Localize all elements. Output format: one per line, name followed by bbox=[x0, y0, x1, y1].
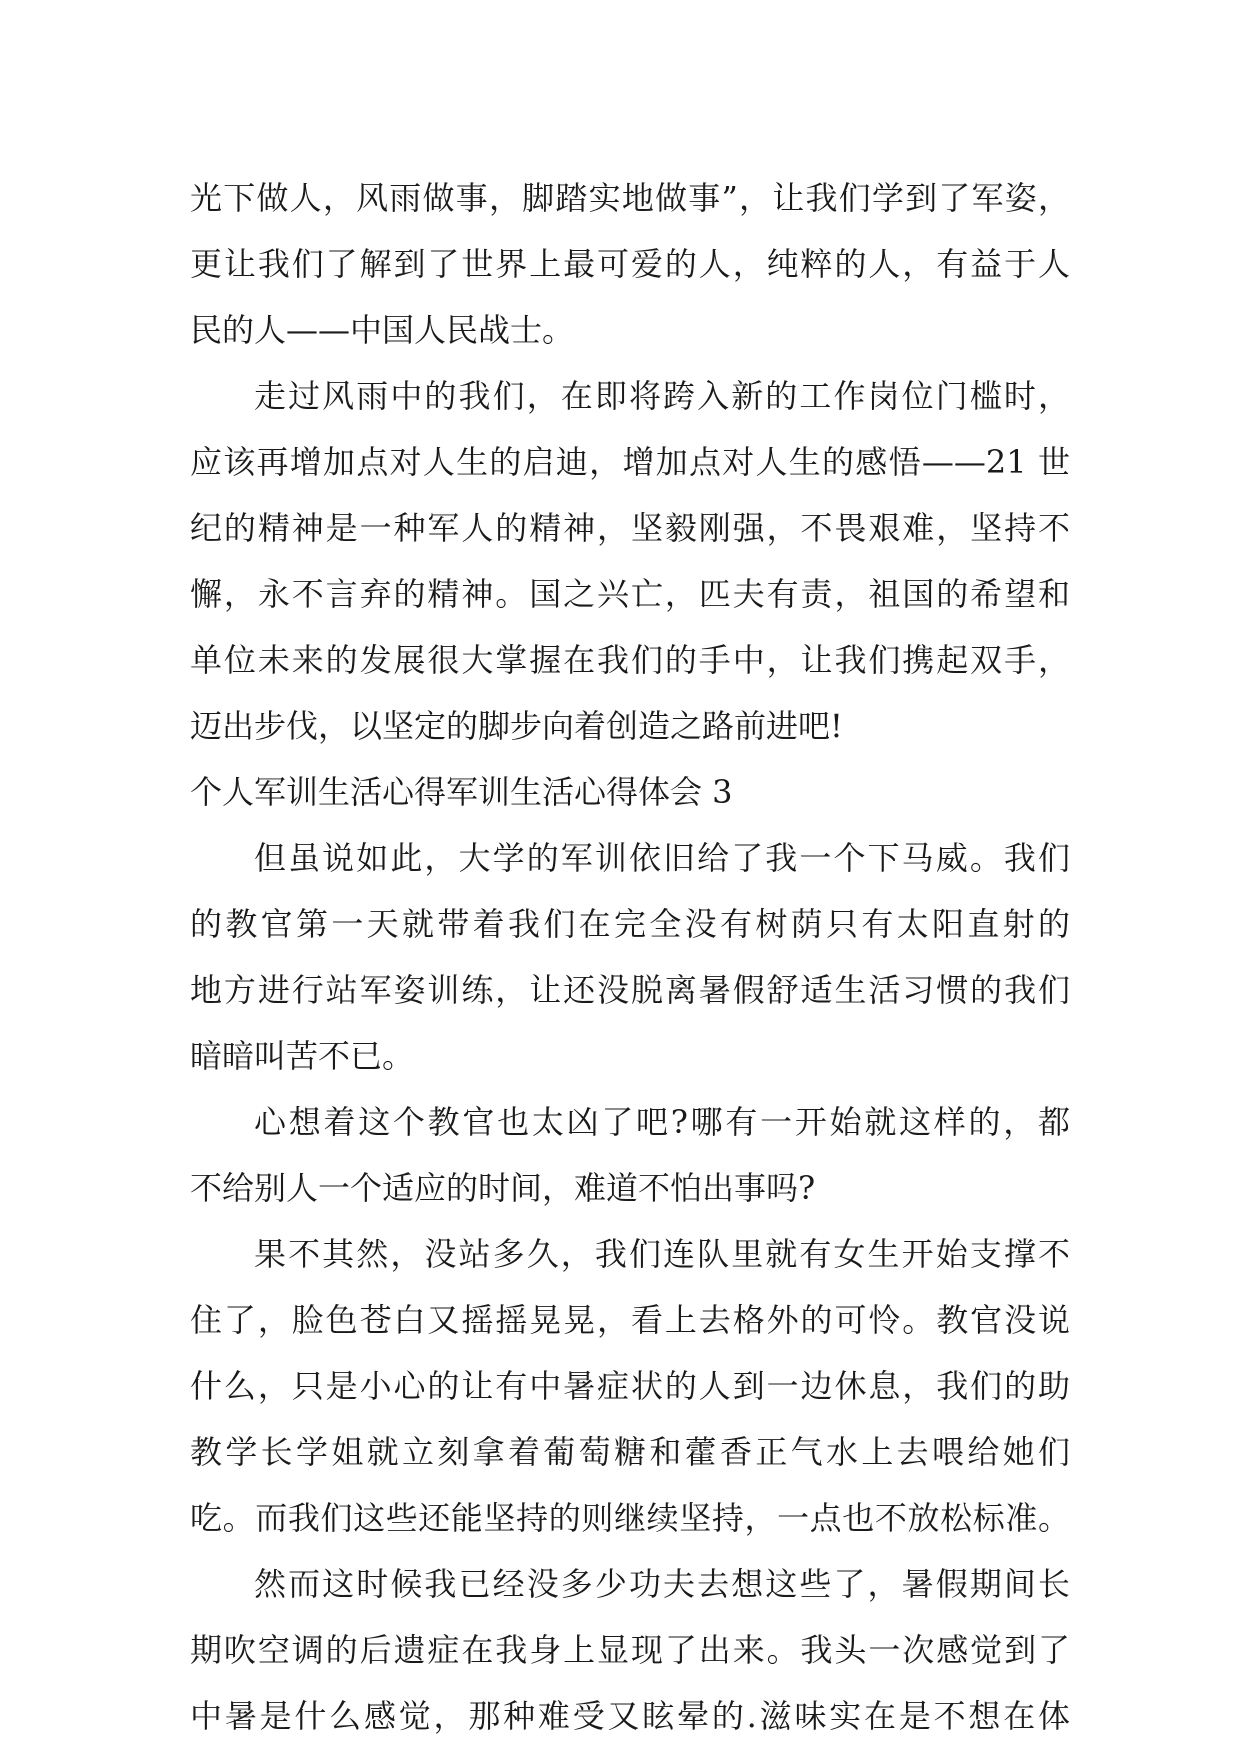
text-line: 的教官第一天就带着我们在完全没有树荫只有太阳直射的 bbox=[190, 905, 1070, 943]
text-line: 暗暗叫苦不已。 bbox=[190, 1037, 415, 1075]
text-line: 不给别人一个适应的时间，难道不怕出事吗? bbox=[190, 1169, 816, 1207]
text-line: 果不其然，没站多久，我们连队里就有女生开始支撑不 bbox=[254, 1235, 1070, 1273]
text-line: 民的人——中国人民战士。 bbox=[190, 311, 575, 349]
document-body bbox=[190, 165, 1070, 1749]
text-line: 然而这时候我已经没多少功夫去想这些了，暑假期间长 bbox=[254, 1565, 1070, 1603]
text-line: 中暑是什么感觉，那种难受又眩晕的.滋味实在是不想在体 bbox=[190, 1697, 1070, 1735]
text-line: 纪的精神是一种军人的精神，坚毅刚强，不畏艰难，坚持不 bbox=[190, 509, 1070, 547]
text-line: 教学长学姐就立刻拿着葡萄糖和藿香正气水上去喂给她们 bbox=[190, 1433, 1070, 1471]
text-line: 迈出步伐，以坚定的脚步向着创造之路前进吧! bbox=[190, 707, 843, 745]
text-line: 应该再增加点对人生的启迪，增加点对人生的感悟——21 世 bbox=[190, 443, 1070, 481]
text-line: 心想着这个教官也太凶了吧?哪有一开始就这样的，都 bbox=[254, 1103, 1070, 1141]
text-line: 什么，只是小心的让有中暑症状的人到一边休息，我们的助 bbox=[190, 1367, 1070, 1405]
text-line: 地方进行站军姿训练，让还没脱离暑假舒适生活习惯的我们 bbox=[190, 971, 1070, 1009]
section-heading: 个人军训生活心得军训生活心得体会 3 bbox=[190, 773, 733, 811]
text-line: 走过风雨中的我们，在即将跨入新的工作岗位门槛时， bbox=[254, 377, 1070, 415]
text-line: 吃。而我们这些还能坚持的则继续坚持，一点也不放松标准。 bbox=[190, 1499, 1070, 1537]
text-line: 期吹空调的后遗症在我身上显现了出来。我头一次感觉到了 bbox=[190, 1631, 1070, 1669]
text-line: 但虽说如此，大学的军训依旧给了我一个下马威。我们 bbox=[254, 839, 1070, 877]
text-line: 懈，永不言弃的精神。国之兴亡，匹夫有责，祖国的希望和 bbox=[190, 575, 1070, 613]
text-line: 住了，脸色苍白又摇摇晃晃，看上去格外的可怜。教官没说 bbox=[190, 1301, 1070, 1339]
text-line: 更让我们了解到了世界上最可爱的人，纯粹的人，有益于人 bbox=[190, 245, 1070, 283]
text-line: 光下做人，风雨做事，脚踏实地做事”，让我们学到了军姿， bbox=[190, 179, 1070, 217]
text-line: 单位未来的发展很大掌握在我们的手中，让我们携起双手， bbox=[190, 641, 1070, 679]
